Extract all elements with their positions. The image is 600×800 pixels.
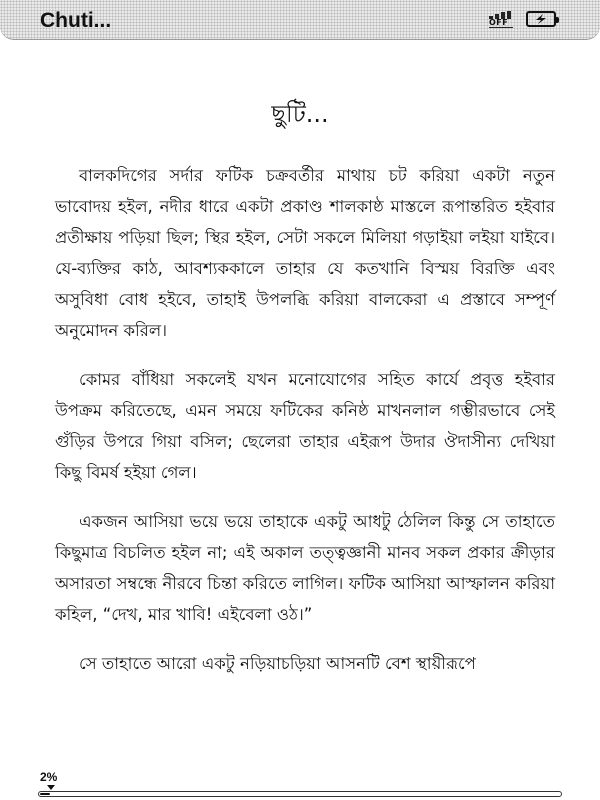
- page-text: [55, 160, 555, 697]
- status-bar: [0, 0, 600, 40]
- reading-progress-bar[interactable]: [38, 791, 562, 797]
- progress-marker-icon: [47, 785, 55, 790]
- paragraph: সে তাহাতে আরো একটু নড়িয়াচড়িয়া আসনটি বেশ স্থায়ীরূপে: [79, 654, 476, 673]
- paragraph: বালকদিগের সর্দার ফটিক চক্রবর্তীর মাথায় চট করিয়া একটা নতুন ভাবোদয় হইল, নদীর ধারে একটা প্রকাণ্ড শালকাষ্ঠ মাস্তলে রূপান্তরিত হইবার প্রতীক্ষায় পড়িয়া ছিল; স্থির হইল, সেটা সকলে মিলিয়া গড়াইয়া লইয়া যাইবে। যে-ব্যক্তির কাঠ, আবশ্যককালে তাহার যে কতখানি বিস্ময় বিরক্তি এবং অসুবিধা বোধ হইবে, তাহাই উপলব্ধি করিয়া বালকেরা এ প্রস্তাবে সম্পূর্ণ অনুমোদন করিল।: [55, 166, 555, 340]
- battery-charging-icon: [526, 11, 556, 27]
- book-title: Chuti...: [40, 9, 112, 32]
- progress-fill: [40, 793, 50, 795]
- wifi-status: OFF: [489, 19, 513, 28]
- paragraph: কোমর বাঁধিয়া সকলেই যখন মনোযোগের সহিত কার্যে প্রবৃত্ত হইবার উপক্রম করিতেছে, এমন সময়ে ফটিকের কনিষ্ঠ মাখনলাল গম্ভীরভাবে সেই গুঁড়ির উপরে গিয়া বসিল; ছেলেরা তাহার এইরূপ উদার ঔদাসীন্য দেখিয়া কিছু বিমর্ষ হইয়া গেল।: [55, 370, 555, 482]
- wireless-icon: [489, 11, 513, 27]
- chapter-title: ছুটি...: [271, 100, 329, 128]
- progress-percent: 2%: [40, 770, 58, 784]
- paragraph: একজন আসিয়া ভয়ে ভয়ে তাহাকে একটু আধটু ঠেলিল কিন্তু সে তাহাতে কিছুমাত্র বিচলিত হইল না; এই অকাল তত্ত্বজ্ঞানী মানব সকল প্রকার ক্রীড়ার অসারতা সম্বন্ধে নীরবে চিন্তা করিতে লাগিল। ফটিক আসিয়া আস্ফালন করিয়া কহিল, “দেখ, মার খাবি! এইবেলা ওঠ।”: [55, 512, 555, 624]
